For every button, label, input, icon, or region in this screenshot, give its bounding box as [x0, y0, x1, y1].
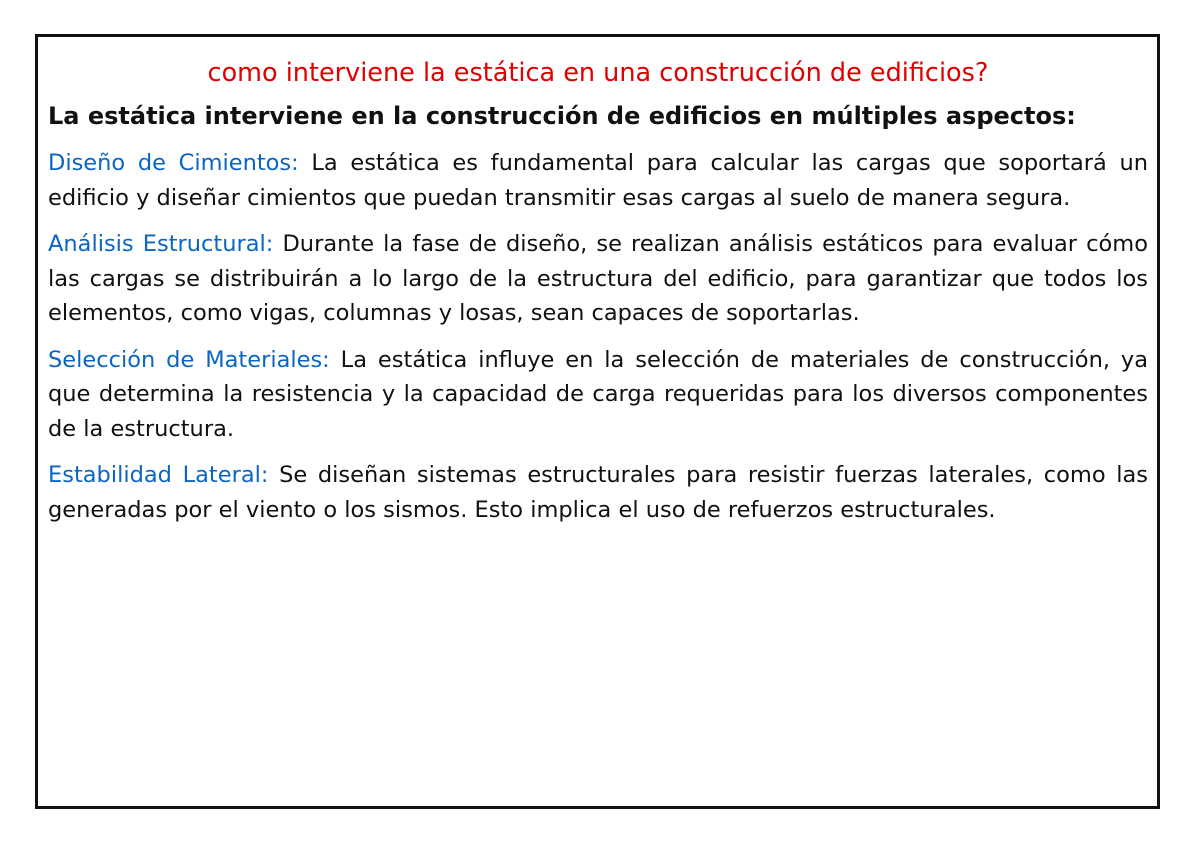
- list-item-estabilidad: [48, 458, 1148, 527]
- item-text: La estática influye en la selección de materiales de construcción, ya que determina la resistencia y la capacidad de carga requeridas para los diversos componentes de la estructura.: [48, 346, 1149, 442]
- document-content: [48, 56, 1148, 539]
- intro-paragraph: La estática interviene en la construcción de edificios en múltiples aspectos:: [48, 102, 1076, 130]
- item-term: Estabilidad Lateral:: [48, 462, 269, 488]
- item-text: Durante la fase de diseño, se realizan análisis estáticos para evaluar cómo las cargas se distribuirán a lo largo de la estructura del edificio, para garantizar que todos los elementos, como vigas, columnas y losas, sean capaces de soportarlas.: [48, 231, 1148, 326]
- item-text: Se diseñan sistemas estructurales para resistir fuerzas laterales, como las generadas por el viento o los sismos. Esto implica el uso de refuerzos estructurales.: [48, 462, 1148, 523]
- question-heading: como interviene la estática en una construcción de edificios?: [207, 58, 989, 88]
- list-item-materiales: [48, 343, 1148, 447]
- item-text: La estática es fundamental para calcular las cargas que soportará un edificio y diseñar cimientos que puedan transmitir esas cargas al suelo de manera segura.: [48, 150, 1148, 211]
- item-term: Análisis Estructural:: [48, 231, 274, 257]
- item-term: Selección de Materiales:: [48, 346, 330, 373]
- list-item-analisis: [48, 227, 1148, 331]
- list-item-cimientos: [48, 146, 1148, 215]
- item-term: Diseño de Cimientos:: [48, 150, 299, 176]
